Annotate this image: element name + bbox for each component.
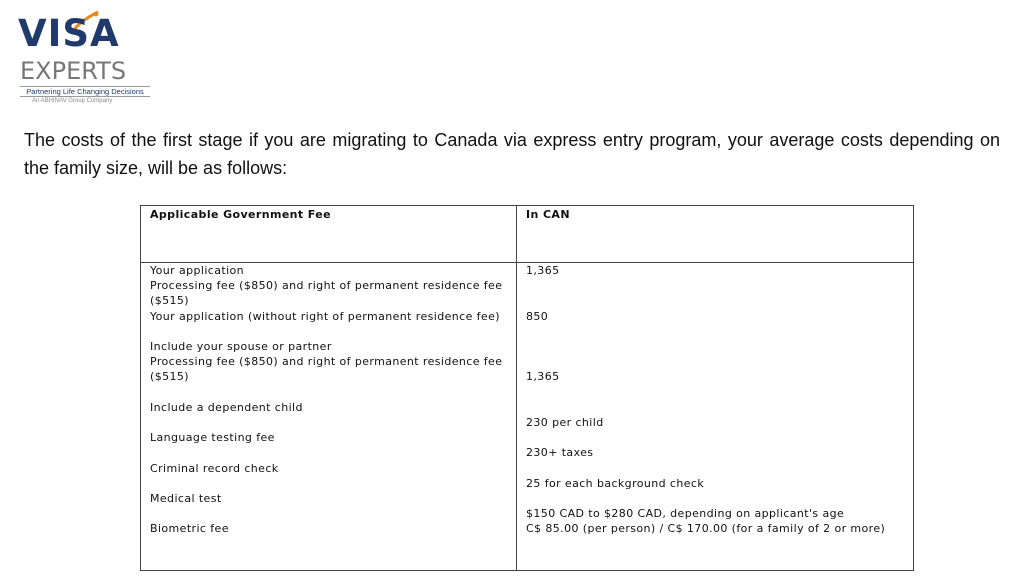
fee-line: Biometric fee (150, 522, 229, 536)
fee-amounts-cell (517, 263, 914, 571)
amount-line: 230 per child (526, 415, 604, 429)
fee-line (150, 324, 507, 339)
intro-paragraph: The costs of the first stage if you are migrating to Canada via express entry program, your average costs depending on the family size, will be as follows: (24, 130, 1000, 178)
fee-line (150, 385, 507, 400)
logo-experts: EXPERTS (20, 57, 127, 85)
fee-line: Include a dependent child (150, 400, 303, 414)
logo-tagline: Partnering Life Changing Decisions (20, 86, 150, 97)
header-amount: In CAN (517, 206, 914, 263)
fee-line: Processing fee ($850) and right of permanent residence fee ($515) (150, 279, 503, 308)
amount-line (526, 339, 904, 354)
amount-line: 850 (526, 309, 549, 323)
amount-line (526, 324, 904, 339)
amount-line (526, 430, 904, 445)
amount-line (526, 278, 904, 293)
logo-subtitle: An ABHINAV Group Company (32, 98, 113, 104)
visa-experts-logo (18, 14, 154, 106)
fee-line: Include your spouse or partner (150, 340, 332, 353)
amount-line: 25 for each background check (526, 476, 705, 490)
fee-line (150, 415, 507, 430)
fee-line: Language testing fee (150, 431, 275, 445)
header-fee: Applicable Government Fee (141, 206, 517, 263)
amount-line (526, 461, 904, 476)
table-header-row (141, 206, 914, 263)
fee-line: Criminal record check (150, 461, 279, 475)
amount-line: C$ 85.00 (per person) / C$ 170.00 (for a family of 2 or more) (526, 522, 886, 536)
amount-line (526, 491, 904, 506)
fee-line (150, 445, 507, 460)
fee-line: Medical test (150, 491, 222, 505)
table-row (141, 263, 914, 571)
amount-line: 230+ taxes (526, 446, 594, 460)
amount-line (526, 400, 904, 415)
amount-line (526, 293, 904, 308)
fee-line: Your application (150, 264, 245, 277)
fee-line (150, 506, 507, 521)
fee-table (140, 205, 914, 571)
amount-line: 1,365 (526, 370, 560, 384)
logo-wordmark: VISA (18, 12, 120, 55)
amount-line: $150 CAD to $280 CAD, depending on applicant's age (526, 507, 845, 521)
fee-descriptions-cell (141, 263, 517, 571)
fee-line: Processing fee ($850) and right of permanent residence fee ($515) (150, 355, 503, 384)
amount-line (526, 354, 904, 369)
amount-line (526, 385, 904, 400)
fee-line (150, 476, 507, 491)
amount-line: 1,365 (526, 264, 560, 277)
fee-line: Your application (without right of permanent residence fee) (150, 309, 500, 323)
